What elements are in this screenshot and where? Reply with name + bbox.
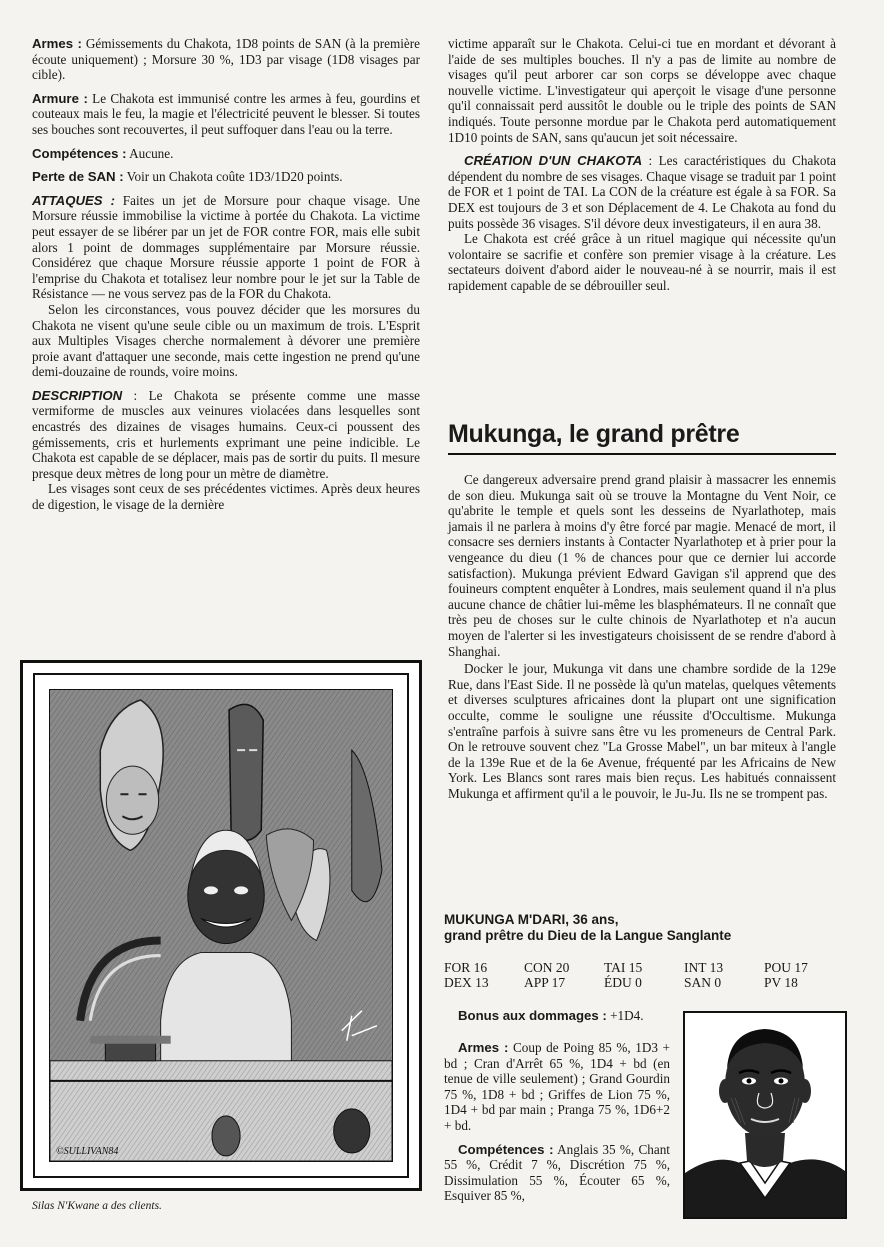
portrait-drawing xyxy=(685,1013,845,1217)
stat-title-line-1: MUKUNGA M'DARI, 36 ans, xyxy=(444,912,619,927)
attaques-label: ATTAQUES : xyxy=(32,192,116,208)
bonus-value: +1D4. xyxy=(606,1008,644,1023)
stat-for: FOR 16 xyxy=(444,960,488,975)
stat-block-title xyxy=(444,912,844,944)
creation-paragraph xyxy=(448,153,836,231)
artist-signature: ©SULLIVAN84 xyxy=(56,1146,119,1157)
illustration-caption: Silas N'Kwane a des clients. xyxy=(32,1200,162,1212)
bonus-line xyxy=(458,1008,644,1024)
visages-paragraph: Les visages sont ceux de ses précédentes victimes. Après deux heures de digestion, le visage de la dernière xyxy=(32,481,420,513)
competences-label: Compétences : xyxy=(32,145,127,161)
rituel-paragraph: Le Chakota est créé grâce à un rituel magique qui nécessite qu'un volontaire se sacrifie et confère son premier visage à la créature. Les sectateurs doivent d'abord aider le nouveau-né à se nourrir, mais il est rapidement capable de se débrouiller seul. xyxy=(448,231,836,293)
armes-text: Gémissements du Chakota, 1D8 points de SAN (à la première écoute uniquement) ; Morsure 30 %, 1D3 par visage (1D8 visages par cible). xyxy=(32,36,421,83)
weapons-paragraph xyxy=(444,1040,670,1134)
armure-text: Le Chakota est immunisé contre les armes à feu, gourdins et couteaux mais le feu, la magie et l'électricité peuvent le blesser. Si toutes ses bouches sont recouvertes, il peut suffoquer dans l'eau ou la terre. xyxy=(32,90,420,137)
stat-row-1 xyxy=(444,960,844,975)
illustration-art xyxy=(49,689,393,1162)
skills-text: Anglais 35 %, Chant 55 %, Crédit 7 %, Discrétion 75 %, Dissimulation 55 %, Écouter 65 %, Esquiver 85 %, xyxy=(444,1141,670,1204)
stat-pv: PV 18 xyxy=(764,975,798,990)
armure-paragraph xyxy=(32,91,420,138)
description-text: : Le Chakota se présente comme une masse vermiforme de muscles aux veinures violacées dans lesquelles sont encastrés des dizaines de visages humains. Ceux-ci poussent des gémissements, cris et hurlements exprimant une peine indicible. Le Chakota est capable de se déplacer, mais pas de sortir du puits. Il mesure presque deux mètres de long pour un mètre de diamètre. xyxy=(32,387,420,481)
section-title: Mukunga, le grand prêtre xyxy=(448,420,740,448)
mukunga-body xyxy=(448,472,836,803)
competences-text: Aucune. xyxy=(126,145,174,161)
mukunga-paragraph-2: Docker le jour, Mukunga vit dans une chambre sordide de la 129e Rue, dans l'East Side. Il ne possède là qu'un matelas, quelques vêtements et diverses sculptures africaines dont la plupart ont une signification occulte, comme le souligne une réussite d'Occultisme. Mukunga s'entraîne parfois à suivre sans être vu les promeneurs de Central Park. On le retrouve souvent chez "La Grosse Mabel", un bar miteux à l'angle de la 139e Rue et de la 6e Avenue, fréquenté par les Africains de New York. Les Blancs sont rares mais bien reçus. Les habitués connaissent Mukunga et affirment qu'il a le pouvoir, le Ju-Ju. Ils ne se trompent pas. xyxy=(448,661,836,801)
stat-edu: ÉDU 0 xyxy=(604,975,642,990)
stat-san: SAN 0 xyxy=(684,975,722,990)
stat-table xyxy=(444,960,844,990)
stat-row-2 xyxy=(444,975,844,990)
armure-label: Armure : xyxy=(32,90,88,106)
mukunga-paragraph-1: Ce dangereux adversaire prend grand plaisir à massacrer les ennemis de son dieu. Mukunga sait où se trouve la Montagne du Vent Noir, ce qu'abrite le temple et quels sont les desseins de Nyarlathotep, mais jamais il ne parlera à moins d'y être forcé par magie. Menacé de mort, il consacre ses derniers instants à Contacter Nyarlathotep et à prier pour la vengeance du dieu (1 % de chances pour que ce dernier lui accorde satisfaction). Mukunga prévient Edward Gavigan s'il apprend que des fouineurs comptent enquêter à Londres, mais seulement quand il n'a plus aucune chance de châtier lui-même les blasphémateurs. Il ne connaît que très peu de choses sur le culte chinois de Nyarlathotep et n'a aucun moyen de l'alerter si les investigateurs choisissent de se rendre d'abord à Shanghai. xyxy=(448,472,836,659)
perte-san-text: Voir un Chakota coûte 1D3/1D20 points. xyxy=(123,169,343,185)
creation-text: : Les caractéristiques du Chakota dépendent du nombre de ses visages. Chaque visage se traduit par 1 point de FOR et 1 point de TAI. La CON de la créature est égale à sa FOR. Sa DEX est toujours de 3 et son Déplacement de 4. Le Chakota au fond du puits possède 36 visages. S'il dévore deux investigateurs, il en aura 38. xyxy=(448,153,837,231)
stat-pou: POU 17 xyxy=(764,960,808,975)
creation-label: CRÉATION D'UN CHAKOTA xyxy=(464,153,643,169)
selon-paragraph: Selon les circonstances, vous pouvez décider que les morsures du Chakota ne visent qu'une seule cible ou un maximum de trois. L'Esprit aux Multiples Visages cherche normalement à dévorer une première proie avant d'attaquer une seconde, mais cette ingestion ne prend qu'une demi-douzaine de rounds, voire moins. xyxy=(32,301,420,380)
armes-label: Armes : xyxy=(32,36,82,51)
weapons-label: Armes : xyxy=(458,1040,509,1055)
weapons-text: Coup de Poing 85 %, 1D3 + bd ; Cran d'Arrêt 65 %, 1D4 + bd (en tenue de ville seulement) ; Grand Gourdin 75 %, 1D8 + bd ; Griffes de Lion 75 %, 1D4 + bd par main ; Pranga 75 %, 1D6+2 + bd. xyxy=(444,1040,670,1133)
left-column xyxy=(32,36,420,521)
perte-san-label: Perte de SAN : xyxy=(32,169,124,185)
illustration-frame xyxy=(20,660,422,1191)
right-column xyxy=(448,36,836,302)
weapons-block xyxy=(444,1040,670,1212)
stat-title-line-2: grand prêtre du Dieu de la Langue Sanglante xyxy=(444,928,732,943)
stat-dex: DEX 13 xyxy=(444,975,489,990)
stat-int: INT 13 xyxy=(684,960,724,975)
section-heading xyxy=(448,420,836,455)
skills-paragraph xyxy=(444,1142,670,1204)
attaques-paragraph xyxy=(32,193,420,302)
bonus-label: Bonus aux dommages : xyxy=(458,1008,607,1023)
attaques-text: Faites un jet de Morsure pour chaque visage. Une Morsure réussie immobilise la victime à portée du Chakota. La victime peut essayer de se libérer par un jet de FOR contre FOR, mais elle subit alors 1 point de dommages supplémentaire par Morsure réussie. Considérez que chaque Morsure réussie apporte 1 point de FOR à l'emprise du Chakota et totalisez leur nombre pour le jet sur la Table de Résistance — ne vous servez pas de la FOR du Chakota. xyxy=(32,192,420,302)
stat-tai: TAI 15 xyxy=(604,960,643,975)
stat-app: APP 17 xyxy=(524,975,566,990)
description-label: DESCRIPTION xyxy=(32,387,123,403)
description-paragraph xyxy=(32,388,420,482)
competences-paragraph xyxy=(32,146,420,162)
armes-paragraph xyxy=(32,36,420,83)
victime-paragraph: victime apparaît sur le Chakota. Celui-ci tue en mordant et dévorant à l'aide de ses multiples bouches. Il n'y a pas de limite au nombre de visages qu'il peut arborer car son corps se développe avec chaque nouvelle victime. L'investigateur qui aperçoit le visage d'une personne qu'il connaissait perd aussitôt le double ou le triple des points de SAN indiqués. Toute personne mordue par le Chakota perd automatiquement 1D10 points de SAN, sans qu'aucun jet soit nécessaire. xyxy=(448,36,836,145)
mukunga-portrait xyxy=(683,1011,847,1219)
perte-san-paragraph xyxy=(32,169,420,185)
illustration-inner-border xyxy=(33,673,409,1178)
skills-label: Compétences : xyxy=(458,1141,554,1157)
shop-scene-drawing xyxy=(50,690,392,1161)
stat-con: CON 20 xyxy=(524,960,570,975)
